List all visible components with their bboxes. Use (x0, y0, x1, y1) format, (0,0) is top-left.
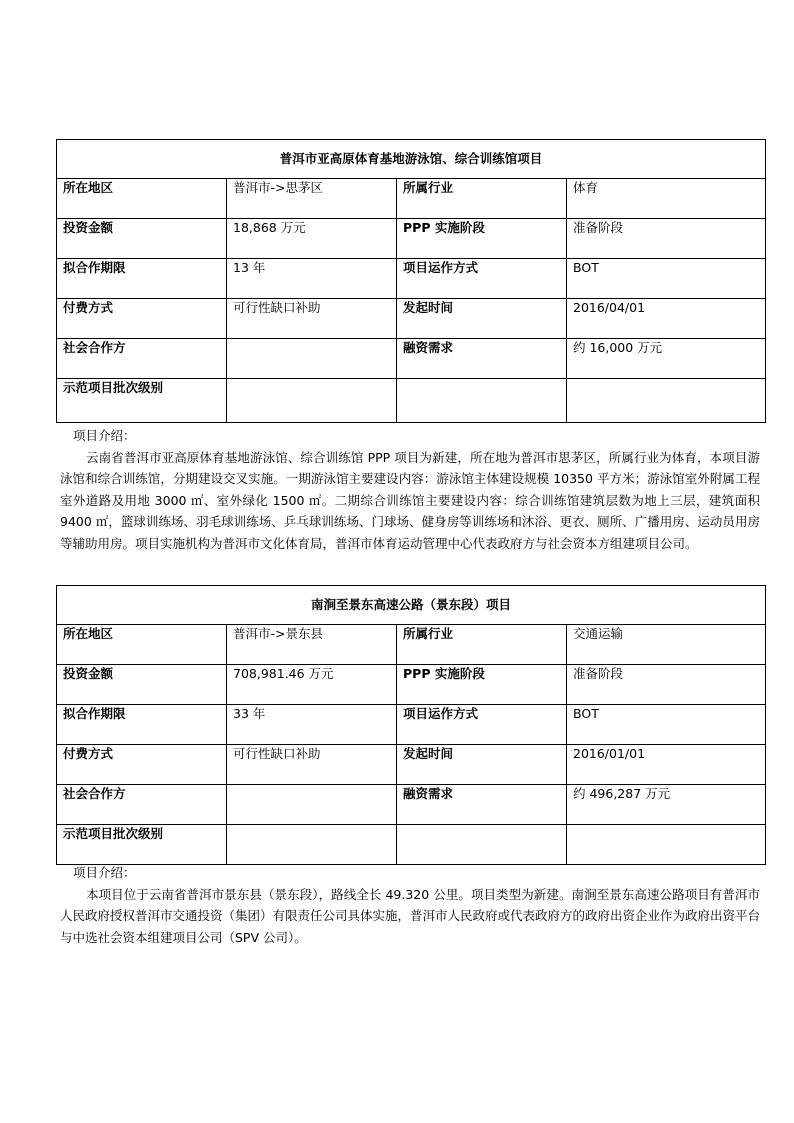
value-payment-method: 可行性缺口补助 (227, 745, 397, 785)
value-investment: 18,868 万元 (227, 219, 397, 259)
project-table-1 (56, 139, 766, 423)
label-financing-demand: 融资需求 (397, 785, 567, 825)
value-operation-mode: BOT (567, 705, 766, 745)
empty-cell (567, 825, 766, 865)
project-intro-2 (60, 862, 760, 948)
label-start-date: 发起时间 (397, 299, 567, 339)
label-social-partner: 社会合作方 (57, 339, 227, 379)
value-start-date: 2016/01/01 (567, 745, 766, 785)
value-industry: 交通运输 (567, 625, 766, 665)
value-ppp-stage: 准备阶段 (567, 219, 766, 259)
label-demo-batch: 示范项目批次级别 (57, 825, 227, 865)
value-payment-method: 可行性缺口补助 (227, 299, 397, 339)
value-region: 普洱市->景东县 (227, 625, 397, 665)
value-ppp-stage: 准备阶段 (567, 665, 766, 705)
value-investment: 708,981.46 万元 (227, 665, 397, 705)
label-ppp-stage: PPP 实施阶段 (397, 219, 567, 259)
value-demo-batch (227, 825, 397, 865)
label-financing-demand: 融资需求 (397, 339, 567, 379)
label-investment: 投资金额 (57, 665, 227, 705)
empty-cell (567, 379, 766, 423)
value-term: 13 年 (227, 259, 397, 299)
project-table-2 (56, 585, 766, 865)
label-term: 拟合作期限 (57, 259, 227, 299)
value-financing-demand: 约 16,000 万元 (567, 339, 766, 379)
label-region: 所在地区 (57, 179, 227, 219)
label-demo-batch: 示范项目批次级别 (57, 379, 227, 423)
label-term: 拟合作期限 (57, 705, 227, 745)
label-operation-mode: 项目运作方式 (397, 259, 567, 299)
intro-label: 项目介绍： (73, 428, 136, 443)
value-operation-mode: BOT (567, 259, 766, 299)
project-title: 普洱市亚高原体育基地游泳馆、综合训练馆项目 (57, 140, 766, 179)
value-social-partner (227, 339, 397, 379)
label-region: 所在地区 (57, 625, 227, 665)
label-ppp-stage: PPP 实施阶段 (397, 665, 567, 705)
label-industry: 所属行业 (397, 625, 567, 665)
project-intro-1 (60, 425, 760, 554)
value-financing-demand: 约 496,287 万元 (567, 785, 766, 825)
label-industry: 所属行业 (397, 179, 567, 219)
value-social-partner (227, 785, 397, 825)
label-investment: 投资金额 (57, 219, 227, 259)
value-region: 普洱市->思茅区 (227, 179, 397, 219)
project-title: 南涧至景东高速公路（景东段）项目 (57, 586, 766, 625)
label-payment-method: 付费方式 (57, 745, 227, 785)
empty-cell (397, 379, 567, 423)
value-term: 33 年 (227, 705, 397, 745)
intro-text: 本项目位于云南省普洱市景东县（景东段），路线全长 49.320 公里。项目类型为新建。南涧至景东高速公路项目有普洱市人民政府授权普洱市交通投资（集团）有限责任公司具体实施，普洱市人民政府或代表政府方的政府出资企业作为政府出资平台与中选社会资本组建项目公司（SPV 公司）。 (60, 886, 761, 945)
label-start-date: 发起时间 (397, 745, 567, 785)
intro-text: 云南省普洱市亚高原体育基地游泳馆、综合训练馆 PPP 项目为新建，所在地为普洱市思茅区，所属行业为体育，本项目游泳馆和综合训练馆，分期建设交叉实施。一期游泳馆主要建设内容：游泳馆主体建设规模 10350 平方米；游泳馆室外附属工程室外道路及用地 3000 ㎡、室外绿化 1500 ㎡。二期综合训练馆主要建设内容：综合训练馆建筑层数为地上三层，建筑面积 9400 ㎡，篮球训练场、羽毛球训练场、乒乓球训练场、门球场、健身房等训练场和沐浴、更衣、厕所、广播用房、运动员用房等辅助用房。项目实施机构为普洱市文化体育局，普洱市体育运动管理中心代表政府方与社会资本方组建项目公司。 (60, 449, 760, 551)
value-demo-batch (227, 379, 397, 423)
empty-cell (397, 825, 567, 865)
value-industry: 体育 (567, 179, 766, 219)
value-start-date: 2016/04/01 (567, 299, 766, 339)
label-payment-method: 付费方式 (57, 299, 227, 339)
label-social-partner: 社会合作方 (57, 785, 227, 825)
label-operation-mode: 项目运作方式 (397, 705, 567, 745)
intro-label: 项目介绍： (73, 865, 136, 880)
